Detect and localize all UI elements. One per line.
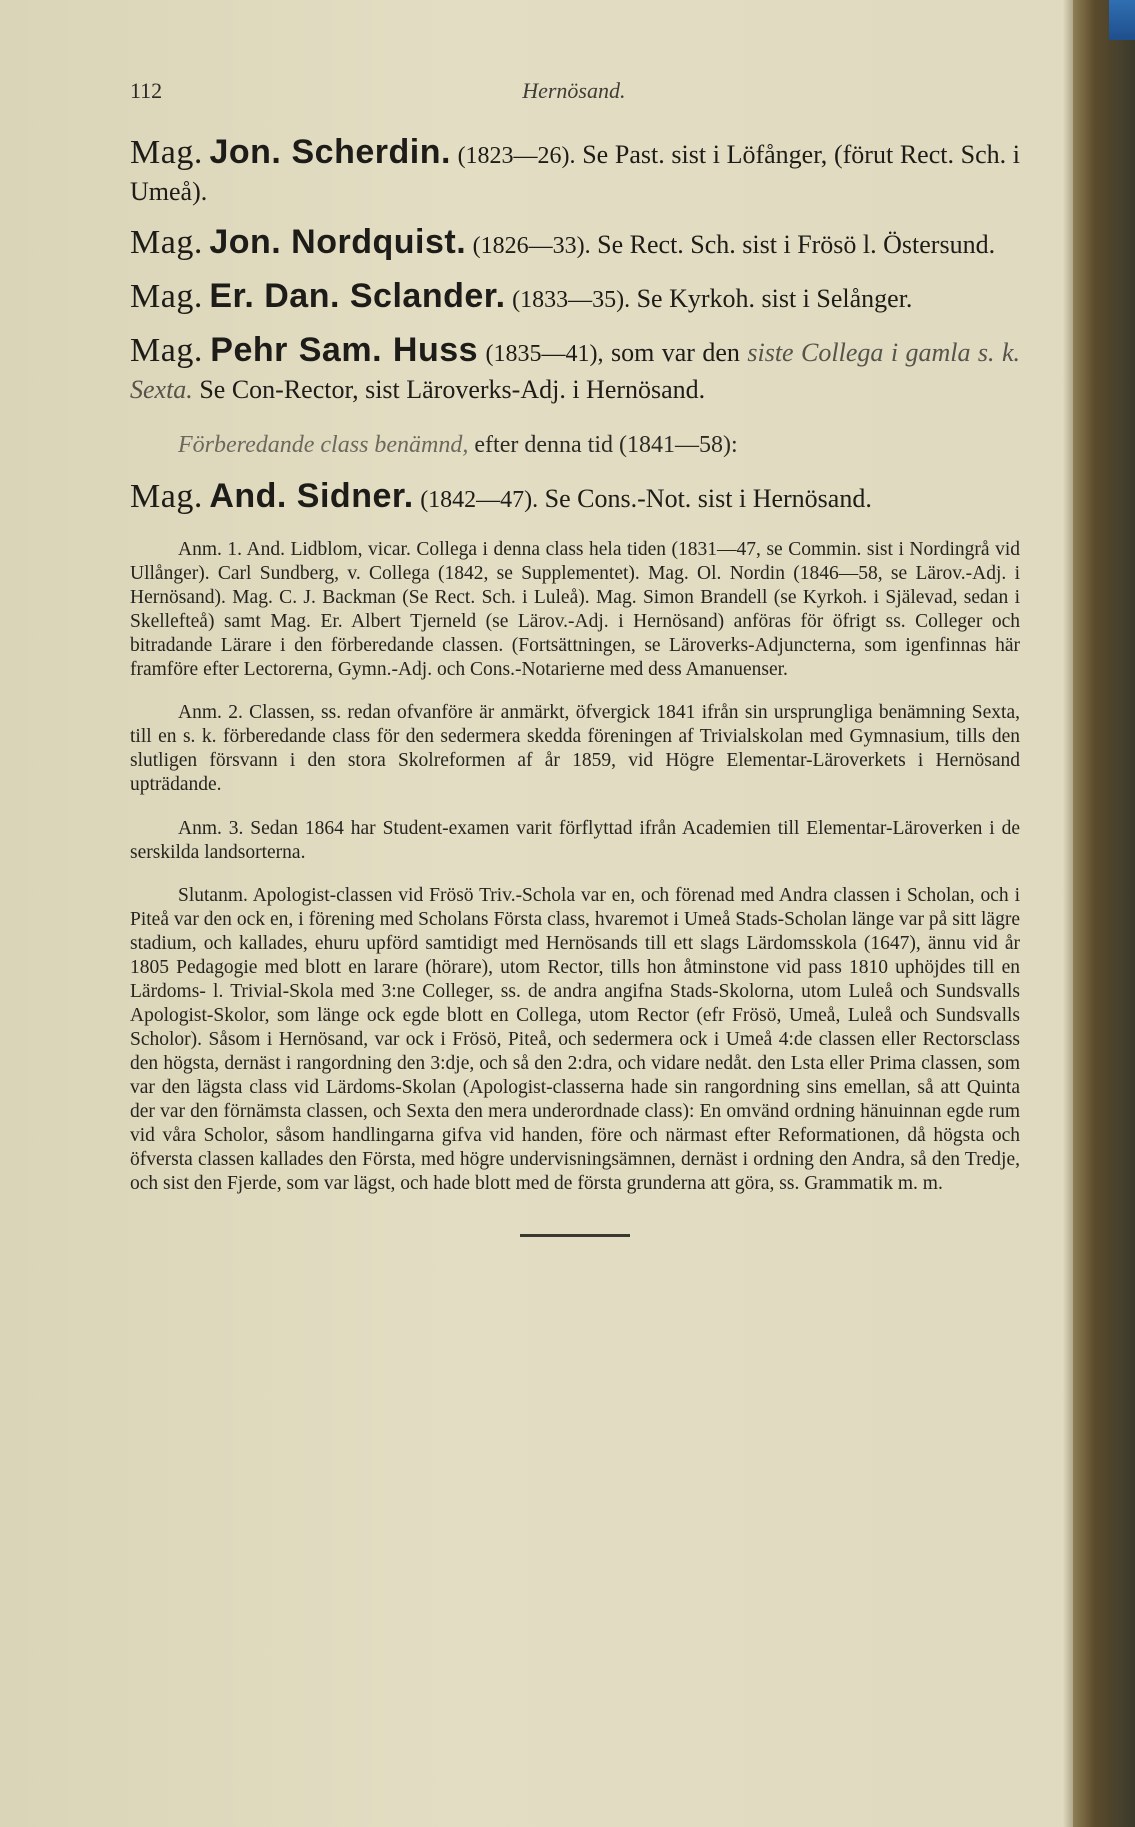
entry-prefix: Mag. — [130, 278, 203, 315]
book-binding — [1073, 0, 1135, 1827]
entry-name: Jon. Scherdin. — [209, 133, 451, 171]
note-slutanm: Slutanm. Apologist-classen vid Frösö Triv.-Schola var en, och förenad med Andra classen i Scholan, och i Piteå var den ock en, i förening med Scholans Första class, hvaremot i Umeå Stads-Scholan länge var på sitt lägre stadium, och kallades, ehuru upförd samtidigt med Hernösands till ett slags Lärdomsskola (1647), ännu vid år 1805 Pedagogie med blott en larare (hörare), utom Rector, tills hon åtminstone vid pass 1810 uphöjdes till en Lärdoms- l. Trivial-Skola med 3:ne Colleger, ss. de andra angifna Stads-Skolorna, utom Luleå och Sundsvalls Apologist-Skolor, som länge ock egde blott en Collega, utom Rector (efr Frösö, Umeå, Luleå och Sundsvalls Scholor). Såsom i Hernösand, var ock i Frösö, Piteå, och sedermera ock i Umeå 4:de classen eller Rectorsclass den högsta, dernäst i rangordning den 3:dje, och så den 2:dra, och vidare nedåt. den Lsta eller Prima classen, som var den lägsta class vid Lärdoms-Skolan (Apologist-classerna hade sin rangordning sins emellan, så att Quinta der var den förnämsta classen, och Sexta den mera underordnade class): En omvänd ordning hänuinnan egde rum vid våra Scholor, såsom handlingarna gifva vid handen, före och närmast efter Reformationen, då högsta och öfversta classen kallades den Första, med högre undervisningsämnen, dernäst i ordning den Andra, så den Tredje, och sist den Fjerde, som var lägst, och hade blott med de första grunderna att göra, ss. Grammatik m. m. — [130, 885, 1020, 1194]
running-header — [130, 78, 1020, 104]
entry-italic: siste Collega i gamla s. k. Sexta. — [130, 338, 1021, 404]
entry-years: (1833—35). — [512, 287, 631, 313]
entry-text-b: Se Con-Rector, sist Läroverks-Adj. i Hernösand. — [192, 375, 706, 404]
entry-text: Se Rect. Sch. sist i Frösö l. Östersund. — [597, 230, 996, 259]
entry-text: som var den — [610, 338, 748, 367]
entry-prefix: Mag. — [130, 134, 203, 171]
entry-huss — [130, 332, 1020, 408]
entry-prefix: Mag. — [130, 332, 203, 369]
entry-name: And. Sidner. — [209, 477, 414, 515]
note-anm-1: Anm. 1. And. Lidblom, vicar. Collega i denna class hela tiden (1831—47, se Commin. sist i Nordingrå vid Ullånger). Carl Sundberg, v. Collega (1842, se Supplementet). Mag. Ol. Nordin (1846—58, se Lärov.-Adj. i Hernösand). Mag. C. J. Backman (Se Rect. Sch. i Luleå). Mag. Simon Brandell (se Kyrkoh. i Själevad, sedan i Skellefteå) samt Mag. Er. Albert Tjerneld (se Lärov.-Adj. i Hernösand) anföras för öfrigt ss. Colleger och bitradande Lärare i den förberedande classen. (Fortsättningen, se Läroverks-Adjuncterna, som igenfinnas här framföre efter Lectorerna, Gymn.-Adj. och Cons.-Notarierne med dess Amanuenser. — [130, 538, 1020, 680]
entry-name: Pehr Sam. Huss — [210, 331, 479, 369]
entry-sidner — [130, 478, 1020, 518]
entry-text: Se Kyrkoh. sist i Selånger. — [636, 284, 913, 313]
page-text-block — [130, 78, 1020, 1237]
page-number: 112 — [130, 78, 163, 103]
entry-name: Jon. Nordquist. — [209, 223, 467, 261]
section-italic: Förberedande class benämnd, — [178, 432, 469, 458]
entry-name: Er. Dan. Sclander. — [209, 277, 506, 315]
note-anm-2: Anm. 2. Classen, ss. redan ofvanföre är anmärkt, öfvergick 1841 ifrån sin ursprungliga benämning Sexta, till en s. k. förberedande class för den sedermera skedda föreningen af Trivialskolan med Gymnasium, tills den slutligen försvann i den stora Skolreformen af år 1859, vid Högre Elementar-Läroverkets i Hernösand upträdande. — [130, 702, 1020, 795]
running-title: Hernösand. — [522, 78, 626, 103]
blue-bookmark-tab — [1109, 0, 1135, 40]
entry-prefix: Mag. — [130, 224, 203, 261]
entry-scherdin — [130, 134, 1020, 210]
closing-rule — [520, 1234, 630, 1237]
entry-nordquist — [130, 224, 1020, 264]
entry-text: Se Past. sist i Löfånger, (förut Rect. Sch. i Umeå). — [130, 140, 1020, 206]
section-heading — [178, 428, 1020, 462]
entry-years: (1826—33). — [472, 233, 591, 259]
section-text: efter denna tid (1841—58): — [468, 432, 738, 458]
entry-years: (1842—47). — [420, 487, 539, 513]
note-anm-3: Anm. 3. Sedan 1864 har Student-examen varit förflyttad ifrån Academien till Elementar-Läroverken i de serskilda landsorterna. — [130, 817, 1020, 863]
page-edge-shadow — [1063, 0, 1073, 1827]
entry-years: (1835—41), — [485, 341, 604, 367]
entry-sclander — [130, 278, 1020, 318]
entry-prefix: Mag. — [130, 478, 203, 515]
entry-text: Se Cons.-Not. sist i Hernösand. — [544, 484, 872, 513]
entry-years: (1823—26). — [457, 143, 576, 169]
